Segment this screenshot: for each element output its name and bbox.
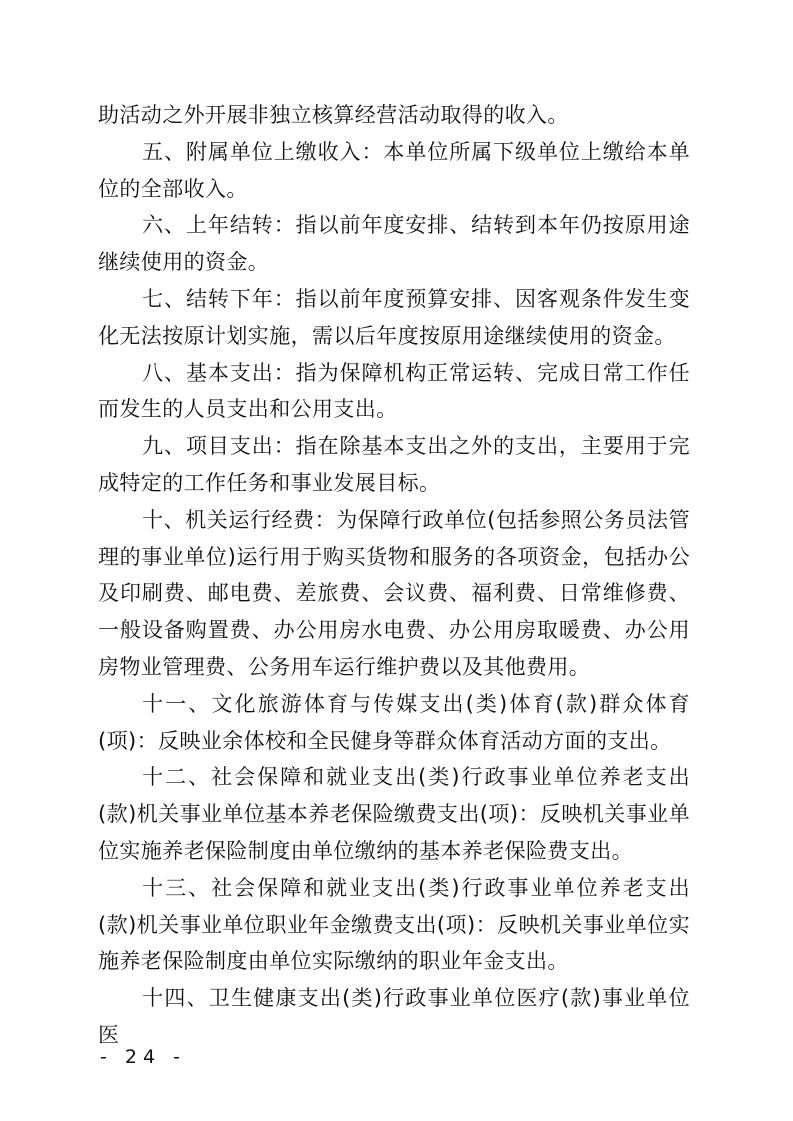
paragraph-item-11: 十一、文化旅游体育与传媒支出(类)体育(款)群众体育(项)：反映业余体校和全民健身等群众体育活动方面的支出。 [98,691,690,753]
paragraph-item-8: 八、基本支出：指为保障机构正常运转、完成日常工作任而发生的人员支出和公用支出。 [98,360,690,422]
page-number: - 24 - [100,1046,186,1068]
paragraph-item-13: 十三、社会保障和就业支出(类)行政事业单位养老支出(款)机关事业单位职业年金缴费支出(项)：反映机关事业单位实施养老保险制度由单位实际缴纳的职业年金支出。 [98,875,690,974]
document-body [98,97,690,1054]
paragraph-item-5: 五、附属单位上缴收入：本单位所属下级单位上缴给本单位的全部收入。 [98,139,690,201]
paragraph-item-14: 十四、卫生健康支出(类)行政事业单位医疗(款)事业单位医 [98,986,690,1047]
paragraph-item-7: 七、结转下年：指以前年度预算安排、因客观条件发生变化无法按原计划实施，需以后年度按原用途继续使用的资金。 [98,286,690,348]
paragraph-item-12: 十二、社会保障和就业支出(类)行政事业单位养老支出(款)机关事业单位基本养老保险缴费支出(项)：反映机关事业单位实施养老保险制度由单位缴纳的基本养老保险费支出。 [98,765,690,863]
paragraph-item-6: 六、上年结转：指以前年度安排、结转到本年仍按原用途继续使用的资金。 [98,213,690,275]
paragraph-item-10: 十、机关运行经费：为保障行政单位(包括参照公务员法管理的事业单位)运行用于购买货物和服务的各项资金，包括办公及印刷费、邮电费、差旅费、会议费、福利费、日常维修费、一般设备购置费、办公用房水电费、办公用房取暖费、办公用房物业管理费、公务用车运行维护费以及其他费用。 [98,507,690,679]
paragraph-continuation: 助活动之外开展非独立核算经营活动取得的收入。 [98,103,569,127]
paragraph-item-9: 九、项目支出：指在除基本支出之外的支出，主要用于完成特定的工作任务和事业发展目标。 [98,434,690,495]
